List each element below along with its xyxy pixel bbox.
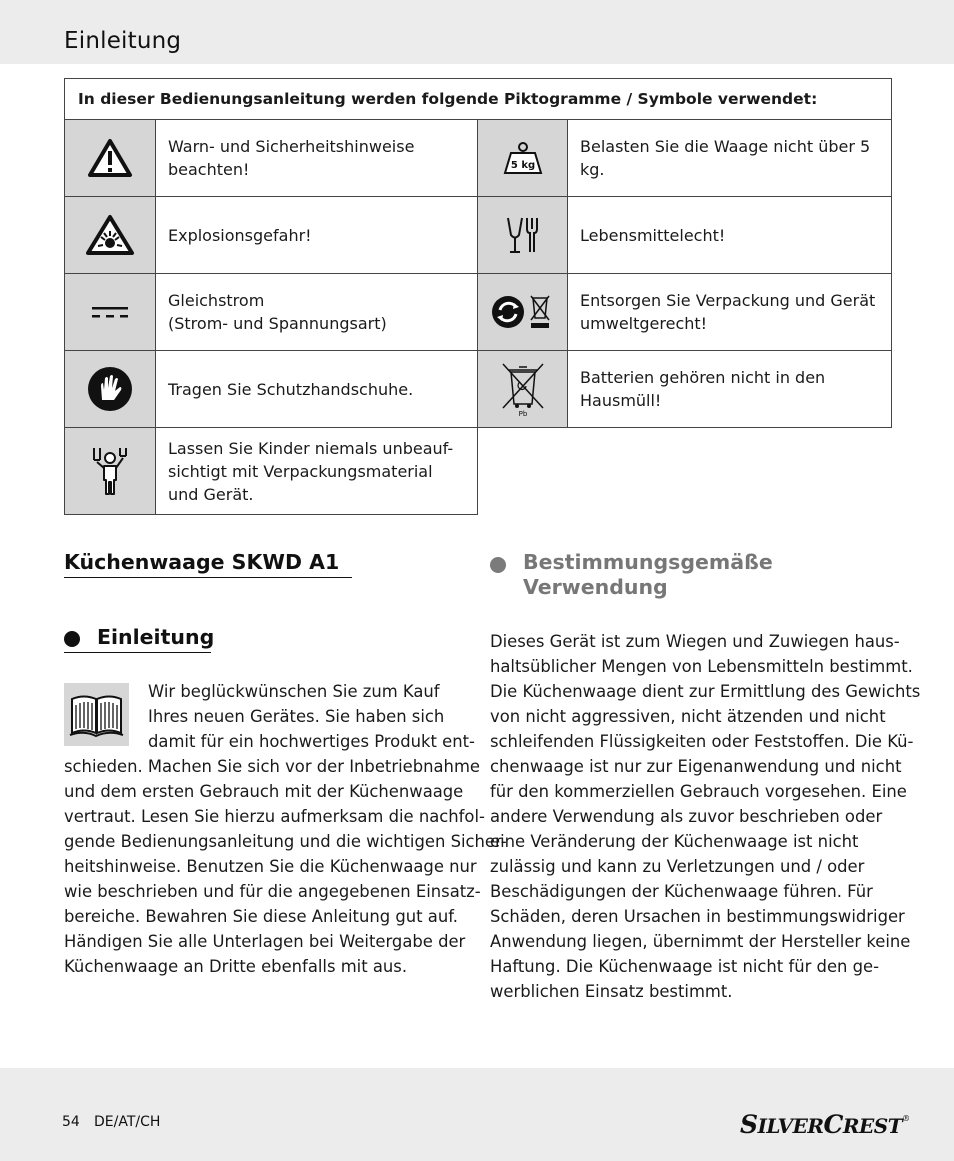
symbol-description-recycling: Entsorgen Sie Verpackung und Gerät umweltgerecht! bbox=[568, 274, 892, 351]
symbol-description-explosion: Explosionsgefahr! bbox=[156, 197, 478, 274]
symbols-table-heading: In dieser Bedienungsanleitung werden folgende Piktogramme / Symbole verwendet: bbox=[65, 79, 892, 120]
product-heading: Küchenwaage SKWD A1 bbox=[64, 550, 352, 578]
section-heading-introduction: Einleitung bbox=[97, 625, 215, 649]
intro-paragraph-wrapped: Wir beglückwünschen Sie zum Kauf Ihres neuen Gerätes. Sie haben sich damit für ein hochwertiges Produkt ent- bbox=[148, 682, 475, 751]
section-heading-intended-use: Bestimmungsgemäße Verwendung bbox=[523, 550, 773, 599]
warning-triangle-icon bbox=[87, 138, 133, 178]
section-bullet-icon bbox=[490, 557, 506, 573]
food-safe-icon bbox=[505, 215, 541, 255]
intended-use-paragraph: Dieses Gerät ist zum Wiegen und Zuwiegen haus- haltsüblicher Mengen von Lebensmitteln bestimmt. Die Küchenwaage dient zur Ermittlung des Gewichts von nicht aggressiven, nicht ätzenden und nicht schleifenden Flüssigkeiten oder Feststoffen. Die Kü- chenwaage ist nur zur Eigenanwendung und nicht für den kommerziellen Gebrauch vorgesehen. Eine andere Verwendung als zuvor beschrieben oder eine Veränderung der Küchenwaage ist nicht zulässig und kann zu Verletzungen und / oder Beschädigungen der Küchenwaage führen. Für Schäden, deren Ursachen in bestimmungswidriger Anwendung liegen, übernimmt der Hersteller keine Haftung. Die Küchenwaage ist nicht für den ge- werblichen Einsatz bestimmt. bbox=[490, 632, 921, 1001]
symbol-description-batteries: Batterien gehören nicht in den Hausmüll! bbox=[568, 351, 892, 428]
protective-gloves-icon bbox=[87, 366, 133, 412]
region-code: DE/AT/CH bbox=[94, 1114, 161, 1130]
manual-book-icon bbox=[64, 683, 129, 746]
svg-text:5 kg: 5 kg bbox=[510, 160, 535, 171]
intro-paragraph: schieden. Machen Sie sich vor der Inbetriebnahme und dem ersten Gebrauch mit der Küchenwaage vertraut. Lesen Sie hierzu aufmerksam die nachfol- gende Bedienungsanleitung und die wichtigen Sicher- heitshinweise. Benutzen Sie die Küchenwaage nur wie beschrieben und für die angegebenen Einsatz- bereiche. Bewahren Sie diese Anleitung gut auf. Händigen Sie alle Unterlagen bei Weitergabe der Küchenwaage an Dritte ebenfalls mit aus. bbox=[64, 757, 507, 976]
battery-disposal-icon bbox=[499, 360, 547, 418]
direct-current-icon bbox=[90, 304, 130, 320]
svg-text:Pb: Pb bbox=[518, 410, 527, 418]
symbols-table bbox=[64, 78, 892, 515]
page-number: 54 bbox=[62, 1114, 80, 1130]
explosion-hazard-icon bbox=[85, 214, 135, 256]
symbol-description-warning: Warn- und Sicherheitshinweise beachten! bbox=[156, 120, 478, 197]
recycling-icon bbox=[491, 292, 555, 332]
symbol-description-weight: Belasten Sie die Waage nicht über 5 kg. bbox=[568, 120, 892, 197]
symbol-description-food-safe: Lebensmittelecht! bbox=[568, 197, 892, 274]
brand-logo: SILVERCREST® bbox=[740, 1110, 910, 1139]
section-bullet-icon bbox=[64, 631, 80, 647]
page-title: Einleitung bbox=[64, 28, 182, 54]
symbol-description-direct-current: Gleichstrom (Strom- und Spannungsart) bbox=[156, 274, 478, 351]
symbol-description-gloves: Tragen Sie Schutzhandschuhe. bbox=[156, 351, 478, 428]
section-heading-underline bbox=[64, 652, 211, 653]
weight-5kg-icon bbox=[502, 141, 544, 175]
child-safety-icon bbox=[90, 446, 130, 496]
symbol-description-children: Lassen Sie Kinder niemals unbeauf- sichtigt mit Verpackungsmaterial und Gerät. bbox=[156, 428, 478, 515]
